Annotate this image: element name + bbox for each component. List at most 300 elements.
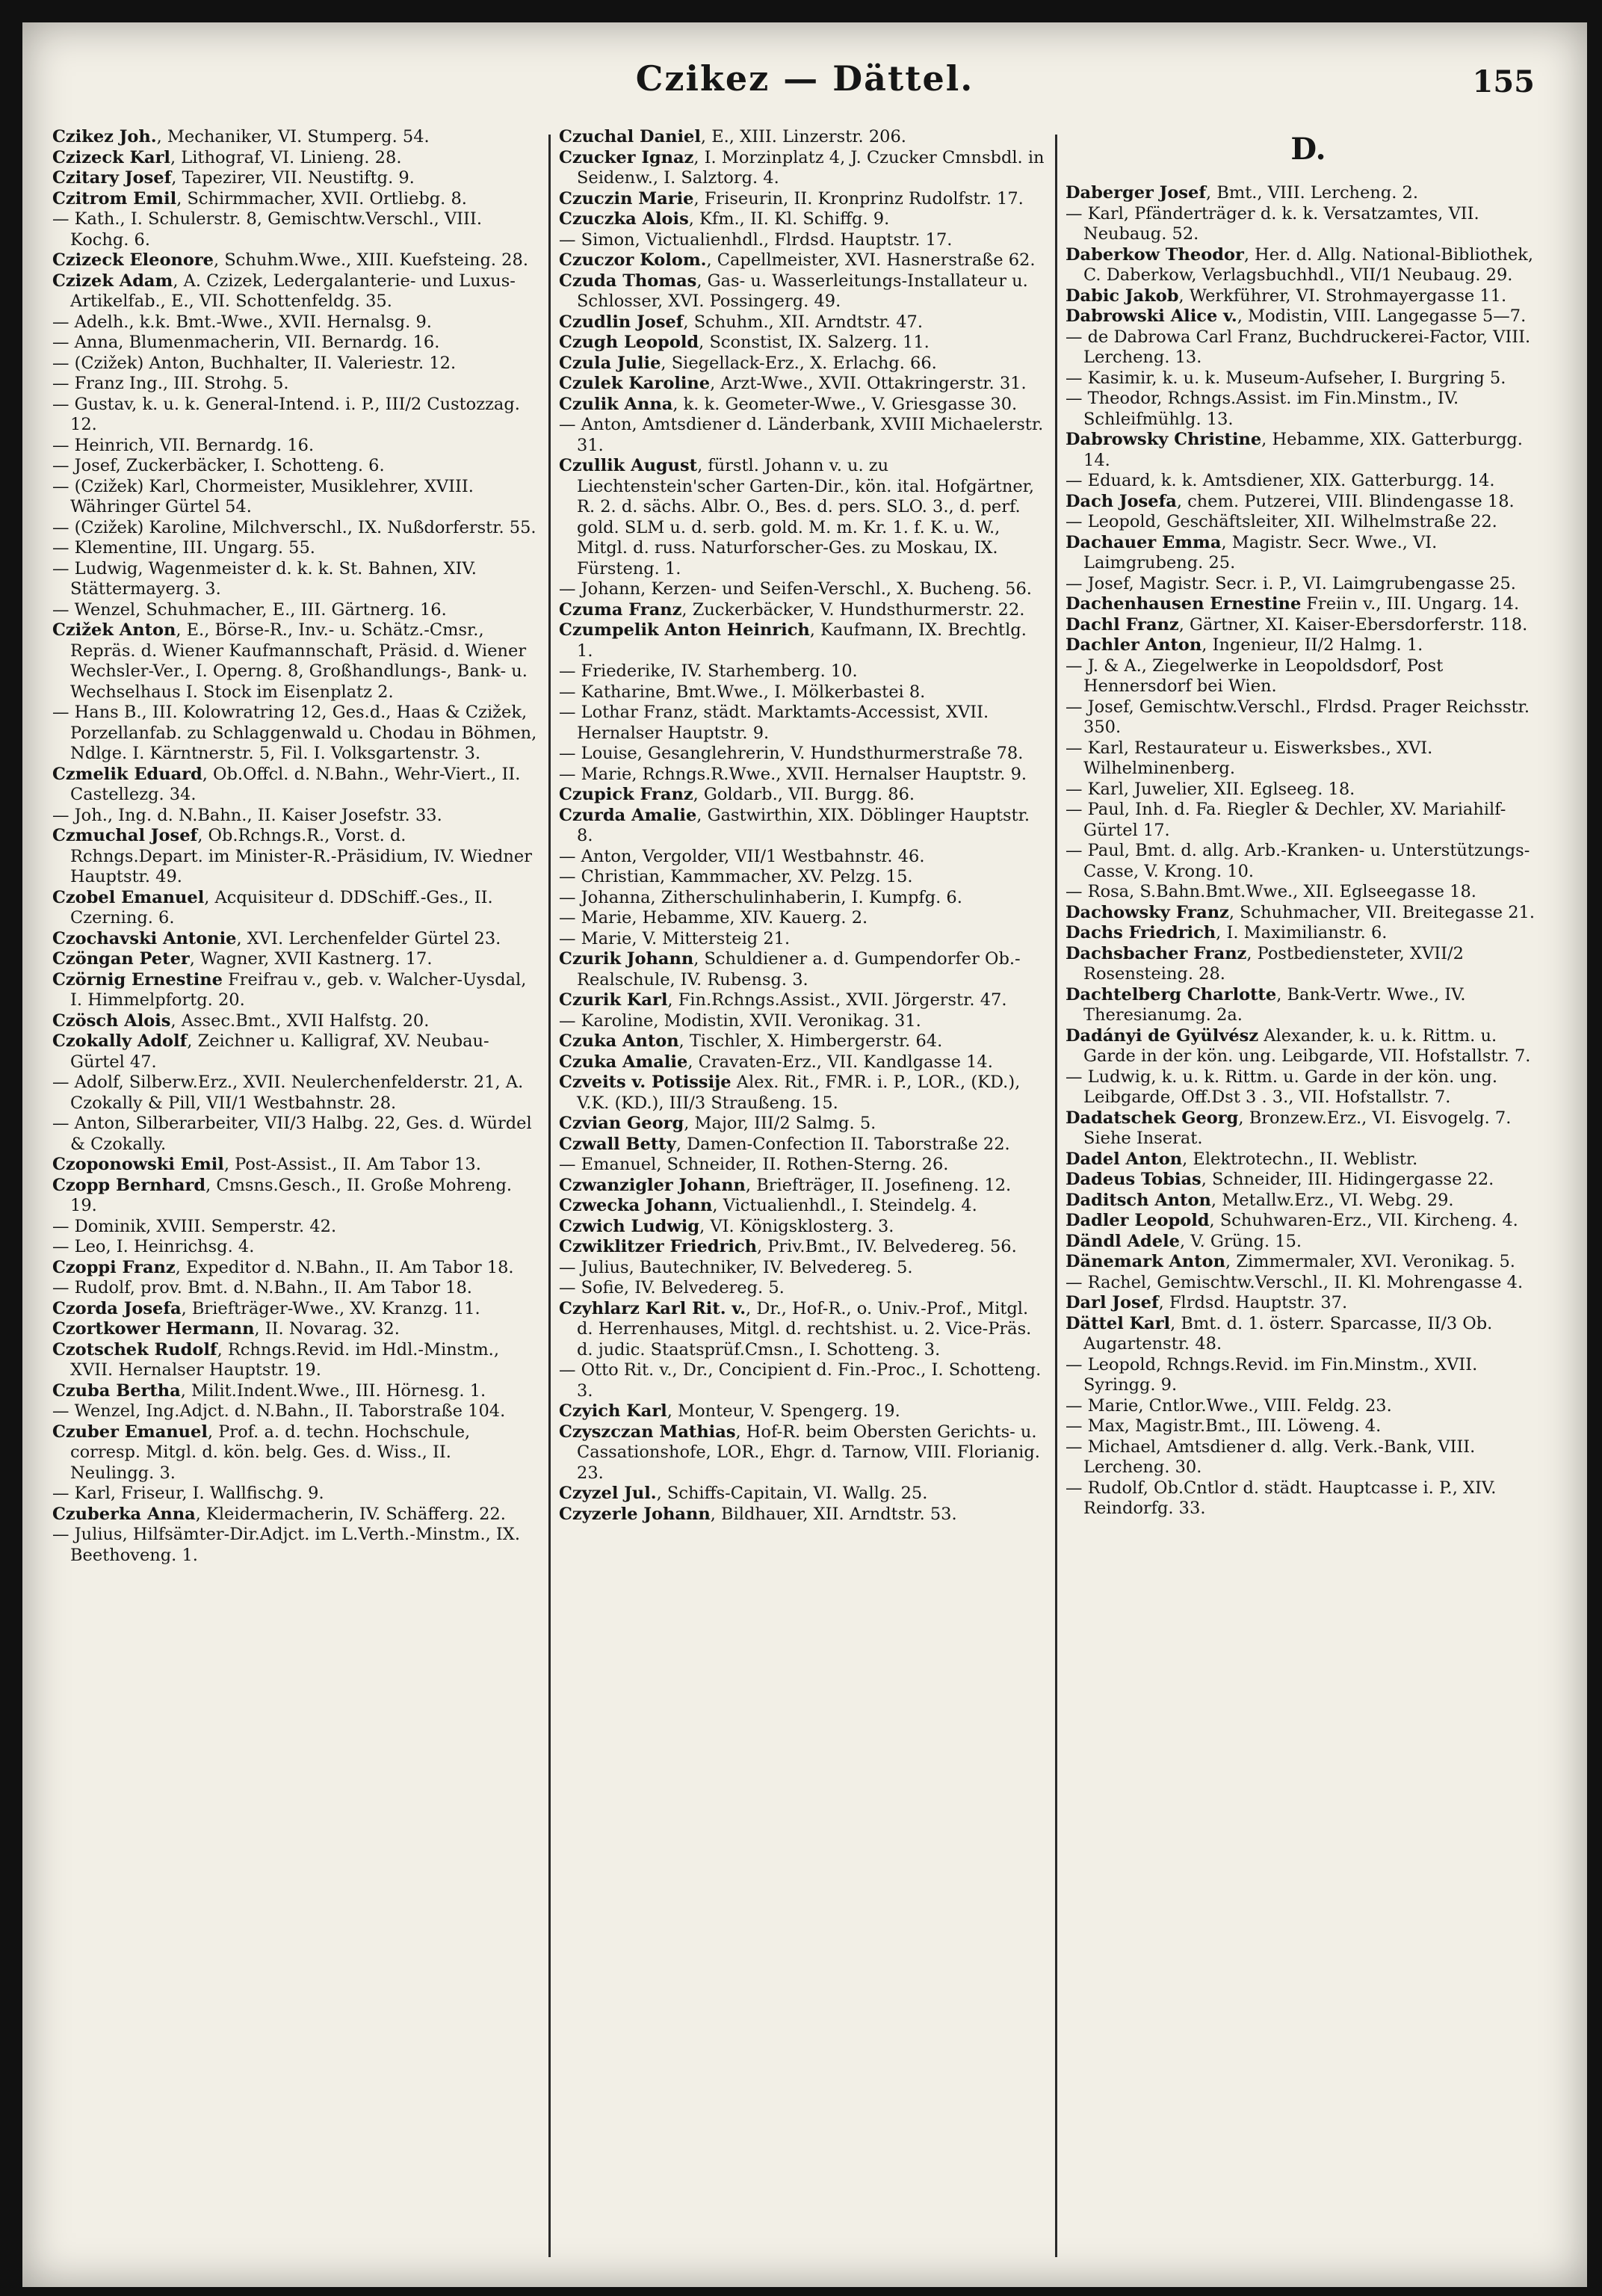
entry-detail: , VI. Königsklosterg. 3.	[699, 1216, 894, 1236]
entry-detail: , II. Novarag. 32.	[254, 1319, 400, 1339]
directory-entry	[52, 620, 538, 703]
directory-entry	[559, 949, 1045, 990]
directory-entry	[1066, 800, 1551, 841]
entry-detail: — Kasimir, k. u. k. Museum-Aufseher, I. Burgring 5.	[1066, 368, 1506, 388]
entry-name: Czuda Thomas	[559, 271, 697, 291]
entry-detail: , Assec.Bmt., XVII Halfstg. 20.	[170, 1010, 430, 1031]
entry-name: Czuchal Daniel	[559, 127, 701, 146]
directory-entry	[52, 600, 538, 621]
entry-detail: , Rchngs.Revid. im Hdl.-Minstm., XVII. Hernalser Hauptstr. 19.	[70, 1339, 499, 1380]
entry-detail: , E., Börse-R., Inv.- u. Schätz.-Cmsr., Repräs. d. Wiener Kaufmannschaft, Präsid. d. Wiener Wechsler-Ver., I. Operng. 8, Großhandlungs-, Bank- u. Wechselhaus I. Stock im Eisenplatz 2.	[70, 620, 528, 702]
entry-name: Czopp Bernhard	[52, 1175, 206, 1195]
directory-entry	[559, 1052, 1045, 1073]
directory-entry	[559, 908, 1045, 929]
entry-name: Czuka Anton	[559, 1031, 679, 1051]
entry-detail: — Leopold, Rchngs.Revid. im Fin.Minstm., XVII. Syringg. 9.	[1066, 1354, 1478, 1395]
entry-detail: , Modistin, VIII. Langegasse 5—7.	[1237, 306, 1527, 326]
entry-detail: — Eduard, k. k. Amtsdiener, XIX. Gatterburgg. 14.	[1066, 471, 1495, 490]
entry-detail: — Julius, Hilfsämter-Dir.Adjct. im L.Verth.-Minstm., IX. Beethoveng. 1.	[52, 1525, 520, 1565]
entry-name: Czöngan Peter	[52, 949, 190, 969]
directory-entry	[1066, 697, 1551, 738]
directory-entry	[1066, 1170, 1551, 1191]
directory-entry	[1066, 430, 1551, 471]
directory-entry	[559, 765, 1045, 786]
directory-entry	[1066, 594, 1551, 615]
directory-entry	[559, 456, 1045, 579]
directory-column-3	[1066, 127, 1551, 2265]
entry-detail: — Johanna, Zitherschulinhaberin, I. Kumpfg. 6.	[559, 887, 962, 907]
directory-entry	[52, 312, 538, 333]
directory-entry	[1066, 1026, 1551, 1067]
directory-entry	[52, 703, 538, 765]
entry-detail: Freifrau v., geb. v. Walcher-Uysdal, I. Himmelpfortg. 20.	[70, 969, 527, 1010]
directory-entry	[559, 1114, 1045, 1135]
entry-detail: , Major, III/2 Salmg. 5.	[684, 1114, 876, 1133]
entry-name: Czwanzigler Johann	[559, 1175, 746, 1195]
directory-entry	[559, 209, 1045, 230]
entry-name: Czuberka Anna	[52, 1504, 196, 1524]
directory-entry	[559, 1258, 1045, 1279]
directory-entry	[52, 1073, 538, 1114]
entry-detail: — Paul, Inh. d. Fa. Riegler & Dechler, XV. Mariahilf-Gürtel 17.	[1066, 800, 1506, 840]
entry-detail: , Briefträger-Wwe., XV. Kranzg. 11.	[181, 1298, 480, 1318]
directory-entry	[559, 354, 1045, 374]
entry-detail: — Johann, Kerzen- und Seifen-Verschl., X. Bucheng. 56.	[559, 579, 1032, 599]
entry-name: Dachl Franz	[1066, 614, 1179, 635]
directory-entry	[52, 1031, 538, 1073]
directory-entry	[52, 1176, 538, 1217]
entry-name: Czurik Karl	[559, 990, 668, 1010]
directory-entry	[52, 1011, 538, 1032]
directory-entry	[1066, 1191, 1551, 1212]
entry-detail: — Hans B., III. Kolowratring 12, Ges.d., Haas & Czižek, Porzellanfab. zu Schlaggenwald u. Chodau in Böhmen, Ndlge. I. Kärntnerstr. 5, Fil. I. Volksgartenstr. 3.	[52, 703, 537, 763]
entry-detail: , Fin.Rchngs.Assist., XVII. Jörgerstr. 47.	[667, 990, 1007, 1010]
entry-detail: , Monteur, V. Spengerg. 19.	[667, 1401, 900, 1421]
directory-entry	[52, 395, 538, 436]
directory-entry	[559, 1422, 1045, 1484]
entry-detail: — Marie, Cntlor.Wwe., VIII. Feldg. 23.	[1066, 1395, 1392, 1416]
directory-entry	[559, 867, 1045, 888]
entry-detail: , Kaufmann, IX. Brechtlg. 1.	[577, 620, 1027, 661]
entry-detail: — Christian, Kammmacher, XV. Pelzg. 15.	[559, 867, 913, 886]
directory-entry	[52, 1155, 538, 1176]
entry-detail: — Karl, Juwelier, XII. Eglseeg. 18.	[1066, 779, 1355, 799]
entry-name: Dadel Anton	[1066, 1149, 1183, 1169]
directory-entry	[1066, 574, 1551, 595]
directory-entry	[559, 1484, 1045, 1505]
entry-detail: — Lothar Franz, städt. Marktamts-Accessist, XVII. Hernalser Hauptstr. 9.	[559, 703, 989, 743]
entry-name: Czula Julie	[559, 353, 661, 373]
directory-entry	[559, 1299, 1045, 1361]
directory-entry	[559, 888, 1045, 909]
entry-name: Czizeck Eleonore	[52, 250, 214, 270]
entry-detail: , Metallw.Erz., VI. Webg. 29.	[1210, 1190, 1454, 1210]
entry-detail: — Ludwig, k. u. k. Rittm. u. Garde in der kön. ung. Leibgarde, Off.Dst 3 . 3., VII. Hofstallstr. 7.	[1066, 1067, 1497, 1107]
entry-detail: — Karl, Friseur, I. Wallfischg. 9.	[52, 1484, 324, 1503]
directory-entry	[559, 785, 1045, 806]
entry-name: Czmelik Eduard	[52, 764, 202, 784]
directory-entry	[52, 518, 538, 539]
entry-name: Dadler Leopold	[1066, 1211, 1210, 1230]
entry-detail: , Lithograf, VI. Linieng. 28.	[170, 147, 402, 167]
entry-detail: , Bildhauer, XII. Arndtstr. 53.	[710, 1504, 957, 1524]
directory-entry	[1066, 615, 1551, 636]
entry-detail: , Ingenieur, II/2 Halmg. 1.	[1202, 635, 1423, 655]
entry-detail: — Joh., Ing. d. N.Bahn., II. Kaiser Josefstr. 33.	[52, 805, 442, 825]
directory-entry	[559, 1278, 1045, 1299]
directory-entry	[1066, 533, 1551, 574]
directory-entry	[559, 847, 1045, 868]
directory-entry	[1066, 1211, 1551, 1232]
entry-name: Czochavski Antonie	[52, 928, 237, 948]
entry-detail: — Anton, Vergolder, VII/1 Westbahnstr. 46.	[559, 846, 925, 866]
directory-entry	[52, 477, 538, 518]
directory-entry	[1066, 1273, 1551, 1294]
directory-entry	[559, 395, 1045, 416]
entry-name: Czortkower Hermann	[52, 1319, 255, 1339]
entry-name: Czullik August	[559, 456, 698, 475]
entry-detail: — Leopold, Geschäftsleiter, XII. Wilhelmstraße 22.	[1066, 512, 1497, 531]
entry-detail: , Post-Assist., II. Am Tabor 13.	[223, 1155, 481, 1174]
entry-detail: , Ob.Offcl. d. N.Bahn., Wehr-Viert., II. Castellezg. 34.	[70, 764, 521, 804]
directory-entry	[1066, 1314, 1551, 1355]
entry-detail: , Dr., Hof-R., o. Univ.-Prof., Mitgl. d. Herrenhauses, Mitgl. d. rechtshist. u. 2. Vice-Präs. d. judic. Staatsprüf.Cmsn., I. Schotteng. 3.	[577, 1298, 1032, 1360]
directory-entry	[1066, 656, 1551, 697]
entry-detail: Alexander, k. u. k. Rittm. u. Garde in der kön. ung. Leibgarde, VII. Hofstallstr. 7.	[1083, 1025, 1531, 1066]
entry-detail: , Capellmeister, XVI. Hasnerstraße 62.	[706, 250, 1036, 270]
directory-entry	[52, 1319, 538, 1340]
entry-detail: — Marie, Rchngs.R.Wwe., XVII. Hernalser Hauptstr. 9.	[559, 764, 1027, 784]
entry-detail: — Anton, Amtsdiener d. Länderbank, XVIII Michaelerstr. 31.	[559, 415, 1044, 455]
entry-name: Czuczin Marie	[559, 188, 694, 209]
entry-detail: — Franz Ing., III. Strohg. 5.	[52, 374, 289, 393]
directory-entry	[52, 333, 538, 354]
entry-detail: , I. Maximilianstr. 6.	[1216, 923, 1388, 942]
entry-name: Czwecka Johann	[559, 1196, 713, 1215]
page-title: Czikez — Dättel.	[635, 58, 974, 99]
entry-name: Czurda Amalie	[559, 805, 697, 825]
directory-entry	[1066, 1396, 1551, 1417]
entry-detail: , k. k. Geometer-Wwe., V. Griesgasse 30.	[672, 394, 1018, 414]
directory-entry	[559, 1031, 1045, 1052]
directory-entry	[52, 806, 538, 827]
entry-name: Czuczor Kolom.	[559, 250, 707, 270]
directory-entry	[559, 415, 1045, 456]
entry-name: Czyszczan Mathias	[559, 1422, 736, 1442]
directory-entry	[559, 1360, 1045, 1401]
directory-entry	[1066, 944, 1551, 985]
entry-name: Czupick Franz	[559, 785, 693, 804]
entry-detail: , Milit.Indent.Wwe., III. Hörnesg. 1.	[180, 1380, 486, 1401]
directory-entry	[1066, 183, 1551, 204]
entry-name: Dabrowsky Christine	[1066, 430, 1262, 449]
entry-name: Dadányi de Gyülvész	[1066, 1025, 1259, 1046]
entry-name: Czörnig Ernestine	[52, 969, 223, 990]
entry-name: Czwall Betty	[559, 1134, 676, 1154]
directory-page	[22, 22, 1587, 2287]
entry-detail: , Schuhwaren-Erz., VII. Kircheng. 4.	[1209, 1211, 1518, 1230]
entry-name: Czudlin Josef	[559, 312, 684, 332]
directory-entry	[559, 271, 1045, 312]
entry-detail: , Tischler, X. Himbergerstr. 64.	[678, 1031, 943, 1051]
entry-name: Czoponowski Emil	[52, 1155, 224, 1174]
entry-detail: — Paul, Bmt. d. allg. Arb.-Kranken- u. Unterstützungs-Casse, V. Krong. 10.	[1066, 841, 1530, 881]
directory-entry	[1066, 882, 1551, 903]
entry-detail: — (Czižek) Karl, Chormeister, Musiklehrer, XVIII. Währinger Gürtel 54.	[52, 476, 474, 516]
entry-name: Czveits v. Potissije	[559, 1073, 732, 1092]
entry-detail: , Damen-Confection II. Taborstraße 22.	[675, 1134, 1010, 1154]
directory-entry	[52, 1278, 538, 1299]
entry-detail: , Bmt., VIII. Lercheng. 2.	[1206, 183, 1419, 203]
entry-detail: — Friederike, IV. Starhemberg. 10.	[559, 661, 858, 681]
directory-entry	[1066, 1355, 1551, 1396]
entry-detail: — Karl, Pfänderträger d. k. k. Versatzamtes, VII. Neubaug. 52.	[1066, 203, 1479, 244]
directory-entry	[1066, 306, 1551, 327]
directory-entry	[559, 189, 1045, 210]
directory-entry	[52, 970, 538, 1011]
directory-entry	[559, 148, 1045, 189]
directory-column-1	[52, 127, 538, 2265]
entry-detail: , Expeditor d. N.Bahn., II. Am Tabor 18.	[175, 1257, 514, 1277]
entry-detail: Freiin v., III. Ungarg. 14.	[1301, 594, 1520, 614]
entry-detail: — Emanuel, Schneider, II. Rothen-Sterng. 26.	[559, 1155, 949, 1174]
directory-entry	[52, 209, 538, 250]
entry-name: Czugh Leopold	[559, 333, 699, 352]
entry-detail: — Adelh., k.k. Bmt.-Wwe., XVII. Hernalsg. 9.	[52, 312, 432, 332]
directory-entry	[1066, 286, 1551, 307]
directory-entry	[52, 1422, 538, 1484]
directory-entry	[1066, 1437, 1551, 1478]
entry-name: Czitrom Emil	[52, 188, 177, 209]
entry-detail: — Ludwig, Wagenmeister d. k. k. St. Bahnen, XIV. Stättermayerg. 3.	[52, 558, 477, 599]
entry-detail: — Wenzel, Ing.Adjct. d. N.Bahn., II. Taborstraße 104.	[52, 1401, 506, 1421]
entry-detail: — Marie, V. Mittersteig 21.	[559, 928, 791, 948]
entry-detail: , Her. d. Allg. National-Bibliothek, C. Daberkow, Verlagsbuchhdl., VII/1 Neubaug. 29.	[1083, 244, 1533, 285]
entry-name: Czuma Franz	[559, 599, 682, 620]
entry-detail: , Cmsns.Gesch., II. Große Mohreng. 19.	[70, 1175, 513, 1215]
directory-entry	[559, 1011, 1045, 1032]
entry-name: Dadeus Tobias	[1066, 1170, 1202, 1189]
entry-name: Dach Josefa	[1066, 491, 1177, 511]
directory-entry	[1066, 780, 1551, 800]
directory-entry	[1066, 1293, 1551, 1314]
entry-detail: , Bank-Vertr. Wwe., IV. Theresianumg. 2a.	[1083, 984, 1466, 1025]
entry-name: Czoppi Franz	[52, 1257, 176, 1277]
directory-entry	[559, 1073, 1045, 1114]
entry-name: Czitary Josef	[52, 168, 172, 188]
entry-detail: — Rachel, Gemischtw.Verschl., II. Kl. Mohrengasse 4.	[1066, 1272, 1524, 1292]
directory-entry	[1066, 1416, 1551, 1437]
directory-entry	[559, 1196, 1045, 1217]
directory-entry	[559, 312, 1045, 333]
entry-name: Dättel Karl	[1066, 1313, 1171, 1333]
directory-entry	[559, 1401, 1045, 1422]
entry-detail: — Kath., I. Schulerstr. 8, Gemischtw.Verschl., VIII. Kochg. 6.	[52, 209, 482, 250]
directory-entry	[1066, 1232, 1551, 1253]
directory-entry	[52, 374, 538, 395]
entry-detail: , Gastwirthin, XIX. Döblinger Hauptstr. 8.	[577, 805, 1030, 845]
entry-name: Dänemark Anton	[1066, 1252, 1226, 1271]
entry-detail: , E., XIII. Linzerstr. 206.	[700, 127, 906, 146]
entry-detail: — Katharine, Bmt.Wwe., I. Mölkerbastei 8.	[559, 682, 926, 702]
directory-entry	[52, 1237, 538, 1258]
entry-detail: , Schiffs-Capitain, VI. Wallg. 25.	[656, 1484, 928, 1503]
directory-entry	[52, 354, 538, 374]
entry-detail: — Heinrich, VII. Bernardg. 16.	[52, 435, 315, 455]
directory-entry	[52, 436, 538, 457]
entry-detail: , Schuhmacher, VII. Breitegasse 21.	[1228, 902, 1535, 922]
directory-entry	[52, 1381, 538, 1402]
entry-detail: , Ob.Rchngs.R., Vorst. d. Rchngs.Depart. im Minister-R.-Präsidium, IV. Wiedner Hauptstr. 49.	[70, 826, 532, 886]
entry-detail: , Gärtner, XI. Kaiser-Ebersdorferstr. 118.	[1178, 614, 1528, 635]
running-head	[22, 58, 1587, 118]
directory-entry	[559, 374, 1045, 395]
entry-detail: , fürstl. Johann v. u. zu Liechtenstein'scher Garten-Dir., kön. ital. Hofgärtner, R. 2. d. sächs. Albr. O., Bes. d. pers. SLO. 3., d. perf. gold. SLM u. d. serb. gold. M. m. Kr. 1. f. K. u. W., Mitgl. d. russ. Naturforscher-Ges. zu Moskau, IX. Fürsteng. 1.	[577, 456, 1035, 578]
entry-name: Dabic Jakob	[1066, 286, 1179, 306]
entry-name: Dadatschek Georg	[1066, 1108, 1239, 1128]
entry-detail: — Louise, Gesanglehrerin, V. Hundsthurmerstraße 78.	[559, 744, 1024, 763]
entry-detail: — Rudolf, prov. Bmt. d. N.Bahn., II. Am Tabor 18.	[52, 1278, 472, 1297]
entry-detail: — Josef, Gemischtw.Verschl., Flrdsd. Prager Reichsstr. 350.	[1066, 697, 1530, 737]
directory-entry	[52, 559, 538, 600]
entry-name: Czizeck Karl	[52, 147, 170, 167]
directory-entry	[52, 929, 538, 950]
entry-detail: , Mechaniker, VI. Stumperg. 54.	[156, 127, 430, 146]
entry-name: Dachowsky Franz	[1066, 902, 1229, 922]
entry-detail: — Gustav, k. u. k. General-Intend. i. P., III/2 Custozzag. 12.	[52, 394, 520, 434]
directory-entry	[559, 1237, 1045, 1258]
directory-entry	[559, 600, 1045, 621]
entry-detail: — Rosa, S.Bahn.Bmt.Wwe., XII. Eglseegasse 18.	[1066, 882, 1476, 901]
directory-entry	[52, 456, 538, 477]
entry-detail: — Dominik, XVIII. Semperstr. 42.	[52, 1216, 337, 1236]
directory-entry	[559, 661, 1045, 682]
directory-entry	[52, 1258, 538, 1279]
entry-detail: , Sconstist, IX. Salzerg. 11.	[699, 333, 930, 352]
directory-entry	[559, 1155, 1045, 1176]
entry-detail: — Anton, Silberarbeiter, VII/3 Halbg. 22, Ges. d. Würdel & Czokally.	[52, 1114, 532, 1154]
entry-detail: , Kleidermacherin, IV. Schäfferg. 22.	[195, 1504, 506, 1524]
directory-entry	[1066, 738, 1551, 780]
directory-entry	[52, 765, 538, 806]
column-rule	[1055, 135, 1057, 2257]
entry-name: Dachtelberg Charlotte	[1066, 984, 1277, 1004]
page-number: 155	[1472, 64, 1535, 99]
directory-entry	[1066, 635, 1551, 656]
directory-entry	[1066, 985, 1551, 1026]
directory-entry	[52, 127, 538, 148]
entry-detail: Alex. Rit., FMR. i. P., LOR., (KD.), V.K. (KD.), III/3 Straußeng. 15.	[577, 1073, 1021, 1113]
entry-name: Darl Josef	[1066, 1293, 1159, 1312]
directory-entry	[1066, 1252, 1551, 1273]
entry-detail: , V. Grüng. 15.	[1179, 1231, 1302, 1251]
entry-detail: — Karl, Restaurateur u. Eiswerksbes., XVI. Wilhelminenberg.	[1066, 738, 1433, 778]
entry-name: Czwiklitzer Friedrich	[559, 1237, 757, 1256]
entry-name: Czyzerle Johann	[559, 1504, 711, 1524]
entry-detail: , Cravaten-Erz., VII. Kandlgasse 14.	[687, 1052, 993, 1072]
entry-detail: , Friseurin, II. Kronprinz Rudolfstr. 17.	[693, 188, 1024, 209]
entry-detail: — J. & A., Ziegelwerke in Leopoldsdorf, Post Hennersdorf bei Wien.	[1066, 655, 1444, 696]
directory-entry	[1066, 492, 1551, 513]
entry-detail: — Anna, Blumenmacherin, VII. Bernardg. 16.	[52, 333, 440, 352]
entry-detail: , Goldarb., VII. Burgg. 86.	[693, 785, 915, 804]
entry-name: Czumpelik Anton Heinrich	[559, 620, 810, 640]
entry-name: Czobel Emanuel	[52, 887, 205, 907]
entry-name: Czižek Anton	[52, 620, 176, 640]
directory-entry	[52, 1525, 538, 1566]
directory-entry	[52, 888, 538, 929]
directory-entry	[559, 127, 1045, 148]
entry-name: Dachler Anton	[1066, 635, 1202, 655]
entry-name: Czuka Amalie	[559, 1052, 688, 1072]
directory-entry	[559, 230, 1045, 251]
directory-entry	[559, 929, 1045, 950]
directory-entry	[1066, 1108, 1551, 1149]
entry-name: Daditsch Anton	[1066, 1190, 1211, 1210]
entry-detail: , Werkführer, VI. Strohmayergasse 11.	[1178, 286, 1507, 306]
entry-detail: — de Dabrowa Carl Franz, Buchdruckerei-Factor, VIII. Lercheng. 13.	[1066, 327, 1531, 367]
entry-name: Czyhlarz Karl Rit. v.	[559, 1298, 746, 1318]
directory-entry	[559, 1176, 1045, 1197]
entry-detail: — Marie, Hebamme, XIV. Kauerg. 2.	[559, 908, 868, 928]
entry-detail: — Otto Rit. v., Dr., Concipient d. Fin.-Proc., I. Schotteng. 3.	[559, 1360, 1042, 1401]
entry-detail: — Theodor, Rchngs.Assist. im Fin.Minstm., IV. Schleifmühlg. 13.	[1066, 389, 1459, 429]
directory-entry	[1066, 923, 1551, 944]
directory-entry	[559, 250, 1045, 271]
directory-entry	[1066, 1149, 1551, 1170]
entry-detail: — Leo, I. Heinrichsg. 4.	[52, 1237, 255, 1256]
entry-detail: , Gas- u. Wasserleitungs-Installateur u. Schlosser, XVI. Possingerg. 49.	[577, 271, 1028, 311]
directory-entry	[1066, 903, 1551, 924]
entry-detail: , Acquisiteur d. DDSchiff.-Ges., II. Czerning. 6.	[70, 887, 493, 928]
directory-entry	[1066, 368, 1551, 389]
directory-entry	[52, 1340, 538, 1381]
entry-detail: , Zuckerbäcker, V. Hundsthurmerstr. 22.	[681, 599, 1025, 620]
entry-name: Czwich Ludwig	[559, 1216, 700, 1236]
directory-entry	[559, 620, 1045, 661]
entry-detail: — Adolf, Silberw.Erz., XVII. Neulerchenfelderstr. 21, A. Czokally & Pill, VII/1 Westbahnstr. 28.	[52, 1073, 524, 1113]
entry-detail: , XVI. Lerchenfelder Gürtel 23.	[236, 928, 501, 948]
entry-detail: — Karoline, Modistin, XVII. Veronikag. 31.	[559, 1010, 921, 1031]
directory-column-2	[559, 127, 1045, 2265]
directory-entry	[52, 826, 538, 888]
entry-name: Czucker Ignaz	[559, 147, 694, 167]
entry-detail: , Elektrotechn., II. Weblistr.	[1182, 1149, 1418, 1169]
entry-detail: , Tapezirer, VII. Neustiftg. 9.	[171, 168, 415, 188]
entry-detail: , Wagner, XVII Kastnerg. 17.	[189, 949, 433, 969]
entry-detail: , Schuldiener a. d. Gumpendorfer Ob.-Realschule, IV. Rubensg. 3.	[577, 949, 1021, 990]
entry-detail: — Josef, Magistr. Secr. i. P., VI. Laimgrubengasse 25.	[1066, 573, 1516, 593]
directory-entry	[559, 1135, 1045, 1155]
directory-entry	[1066, 245, 1551, 286]
entry-detail: — Michael, Amtsdiener d. allg. Verk.-Bank, VIII. Lercheng. 30.	[1066, 1436, 1476, 1477]
entry-detail: , Schuhm., XII. Arndtstr. 47.	[683, 312, 923, 332]
entry-name: Czotschek Rudolf	[52, 1339, 217, 1360]
entry-detail: , Zimmermaler, XVI. Veronikag. 5.	[1225, 1252, 1515, 1271]
entry-detail: , Priv.Bmt., IV. Belvedereg. 56.	[756, 1237, 1017, 1256]
directory-entry	[1066, 1478, 1551, 1519]
directory-entry	[52, 949, 538, 970]
entry-detail: , chem. Putzerei, VIII. Blindengasse 18.	[1176, 491, 1515, 511]
directory-entry	[559, 333, 1045, 354]
entry-name: Dachsbacher Franz	[1066, 943, 1247, 963]
entry-name: Dachauer Emma	[1066, 532, 1222, 552]
entry-name: Daberkow Theodor	[1066, 244, 1244, 265]
directory-entry	[1066, 204, 1551, 245]
directory-entry	[559, 1217, 1045, 1238]
entry-detail: — Max, Magistr.Bmt., III. Löweng. 4.	[1066, 1416, 1382, 1436]
entry-detail: , Postbediensteter, XVII/2 Rosensteing. 28.	[1083, 943, 1464, 984]
